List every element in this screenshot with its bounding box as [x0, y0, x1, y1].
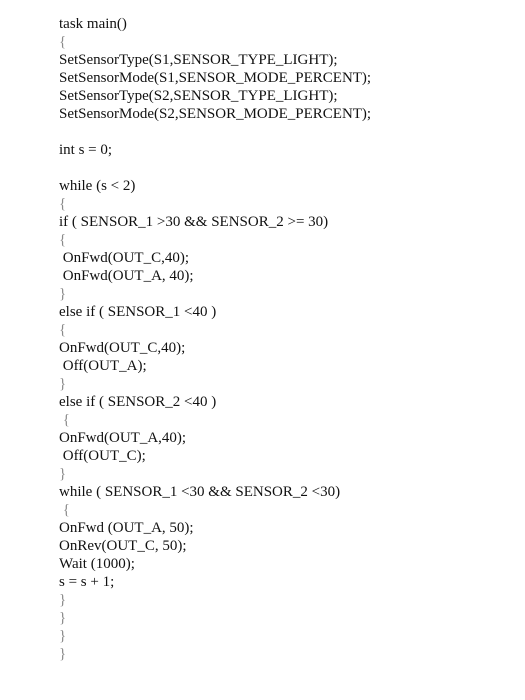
code-line: s = s + 1;	[59, 574, 115, 590]
code-line: task main()	[59, 16, 127, 32]
blank-line	[59, 159, 499, 177]
code-line: Wait (1000);	[59, 556, 135, 572]
code-line: }	[59, 376, 67, 392]
code-line: }	[59, 466, 67, 482]
code-line: {	[59, 322, 67, 338]
code-line: while (s < 2)	[59, 178, 136, 194]
code-line: }	[59, 646, 67, 662]
code-listing	[59, 15, 499, 663]
code-line: if ( SENSOR_1 >30 && SENSOR_2 >= 30)	[59, 214, 329, 230]
code-line: }	[59, 628, 67, 644]
code-line: OnFwd(OUT_C,40);	[59, 340, 186, 356]
code-line: int s = 0;	[59, 142, 113, 158]
code-line: SetSensorType(S1,SENSOR_TYPE_LIGHT);	[59, 52, 338, 68]
code-line: Off(OUT_C);	[59, 448, 146, 464]
code-line: {	[59, 196, 67, 212]
code-line: }	[59, 592, 67, 608]
code-line: SetSensorType(S2,SENSOR_TYPE_LIGHT);	[59, 88, 338, 104]
code-line: }	[59, 286, 67, 302]
code-line: OnFwd(OUT_A,40);	[59, 430, 187, 446]
code-line: Off(OUT_A);	[59, 358, 147, 374]
code-line: else if ( SENSOR_1 <40 )	[59, 304, 217, 320]
code-line: OnRev(OUT_C, 50);	[59, 538, 187, 554]
code-line: }	[59, 610, 67, 626]
code-line: SetSensorMode(S2,SENSOR_MODE_PERCENT);	[59, 106, 372, 122]
code-line: else if ( SENSOR_2 <40 )	[59, 394, 217, 410]
code-line: while ( SENSOR_1 <30 && SENSOR_2 <30)	[59, 484, 341, 500]
code-line: {	[59, 412, 70, 428]
code-line: OnFwd(OUT_C,40);	[59, 250, 189, 266]
blank-line	[59, 123, 499, 141]
code-line: {	[59, 502, 70, 518]
code-line: OnFwd(OUT_A, 40);	[59, 268, 194, 284]
code-line: SetSensorMode(S1,SENSOR_MODE_PERCENT);	[59, 70, 372, 86]
code-line: {	[59, 34, 67, 50]
code-line: OnFwd (OUT_A, 50);	[59, 520, 194, 536]
code-line: {	[59, 232, 67, 248]
